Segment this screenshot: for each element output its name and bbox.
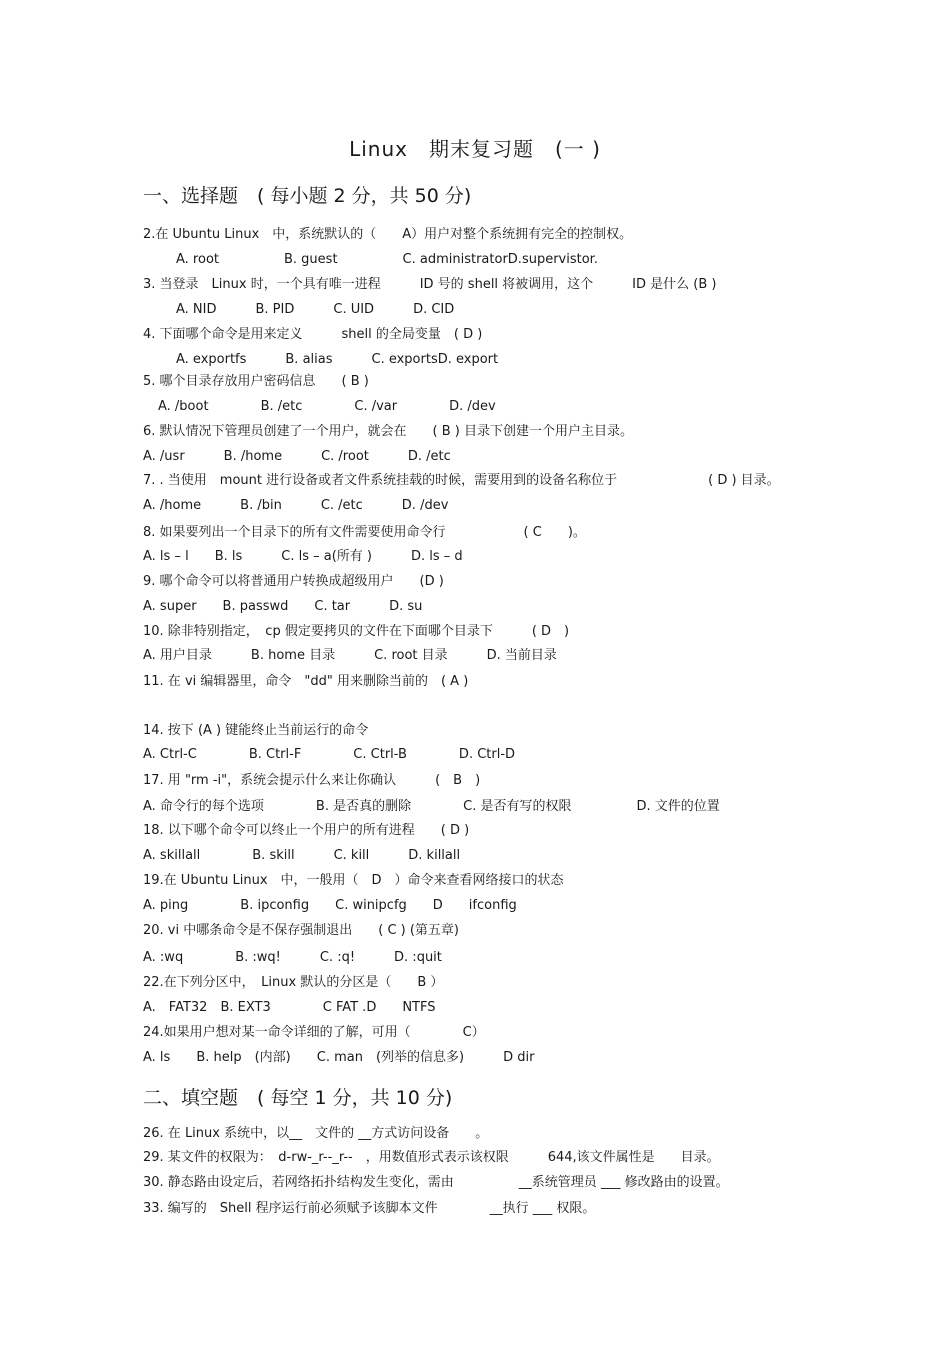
question-10: 10. 除非特别指定， cp 假定要拷贝的文件在下面哪个目录下 ( D ) [143,624,570,639]
options-20: A. :wq B. :wq! C. :q! D. :quit [143,950,442,965]
options-7: A. /home B. /bin C. /etc D. /dev [143,498,449,513]
question-3: 3. 当登录 Linux 时，一个具有唯一进程 ID 号的 shell 将被调用，这个 ID 是什么 (B ) [143,277,717,292]
question-7: 7. . 当使用 mount 进行设备或者文件系统挂载的时候，需要用到的设备名称位于 ( D ) 目录。 [143,473,780,488]
question-22: 22.在下列分区中， Linux 默认的分区是（ B ） [143,975,444,990]
options-4: A. exportfs B. alias C. exportsD. export [176,352,499,367]
question-5: 5. 哪个目录存放用户密码信息 ( B ) [143,374,369,389]
options-17: A. 命令行的每个选项 B. 是否真的删除 C. 是否有写的权限 D. 文件的位置 [143,799,720,814]
question-11: 11. 在 vi 编辑器里，命令 "dd" 用来删除当前的 ( A ) [143,674,469,689]
options-8: A. ls – l B. ls C. ls – a(所有 ) D. ls – d [143,549,463,564]
question-19: 19.在 Ubuntu Linux 中，一般用（ D ）命令来查看网络接口的状态 [143,873,564,888]
question-9: 9. 哪个命令可以将普通用户转换成超级用户 (D ) [143,574,444,589]
question-33: 33. 编写的 Shell 程序运行前必须赋予该脚本文件 __执行 ___ 权限。 [143,1201,596,1216]
options-5: A. /boot B. /etc C. /var D. /dev [158,399,496,414]
question-18: 18. 以下哪个命令可以终止一个用户的所有进程 ( D ) [143,823,470,838]
options-9: A. super B. passwd C. tar D. su [143,599,423,614]
section-heading-fill: 二、填空题 ( 每空 1 分，共 10 分) [143,1087,453,1109]
options-24: A. ls B. help (内部) C. man (列举的信息多) D dir [143,1050,535,1065]
question-30: 30. 静态路由设定后，若网络拓扑结构发生变化，需由 __系统管理员 ___ 修改路由的设置。 [143,1175,729,1190]
question-4: 4. 下面哪个命令是用来定义 shell 的全局变量 ( D ) [143,327,483,342]
options-10: A. 用户目录 B. home 目录 C. root 目录 D. 当前目录 [143,648,557,663]
question-6: 6. 默认情况下管理员创建了一个用户，就会在 ( B ) 目录下创建一个用户主目录。 [143,424,633,439]
question-2: 2.在 Ubuntu Linux 中，系统默认的（ A）用户对整个系统拥有完全的控制权。 [143,227,633,242]
question-29: 29. 某文件的权限为： d-rw-_r--_r-- ，用数值形式表示该权限 644,该文件属性是 目录。 [143,1150,720,1165]
options-2: A. root B. guest C. administratorD.supervistor. [176,252,598,267]
options-18: A. skillall B. skill C. kill D. killall [143,848,461,863]
options-3: A. NID B. PID C. UID D. CID [176,302,455,317]
options-14: A. Ctrl-C B. Ctrl-F C. Ctrl-B D. Ctrl-D [143,747,516,762]
question-8: 8. 如果要列出一个目录下的所有文件需要使用命令行 ( C )。 [143,525,586,540]
question-24: 24.如果用户想对某一命令详细的了解，可用（ C） [143,1025,485,1040]
question-17: 17. 用 "rm -i"，系统会提示什么来让你确认 ( B ) [143,773,481,788]
page-title: Linux 期末复习题 (一 ) [349,137,601,161]
question-14: 14. 按下 (A ) 键能终止当前运行的命令 [143,723,369,738]
section-heading-choice: 一、选择题 ( 每小题 2 分，共 50 分) [143,185,472,207]
options-22: A. FAT32 B. EXT3 C FAT .D NTFS [143,1000,436,1015]
options-19: A. ping B. ipconfig C. winipcfg D ifconfig [143,898,517,913]
options-6: A. /usr B. /home C. /root D. /etc [143,449,451,464]
question-20: 20. vi 中哪条命令是不保存强制退出 ( C ) (第五章) [143,923,460,938]
question-26: 26. 在 Linux 系统中，以__ 文件的 __方式访问设备 。 [143,1126,489,1141]
